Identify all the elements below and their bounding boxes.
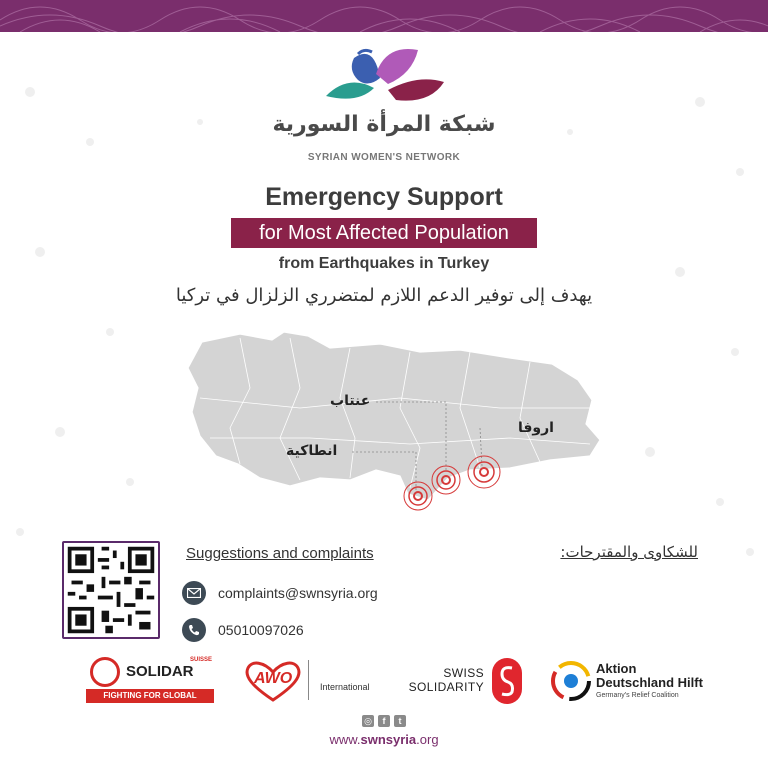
swiss-s-mark-icon bbox=[492, 658, 522, 704]
top-decorative-band bbox=[0, 0, 768, 32]
social-icons bbox=[356, 715, 412, 727]
suggestions-heading-en: Suggestions and complaints bbox=[186, 545, 374, 562]
site-domain: swnsyria bbox=[360, 732, 417, 747]
email-address[interactable]: complaints@swnsyria.org bbox=[218, 585, 378, 601]
brand-english-name: SYRIAN WOMEN'S NETWORK bbox=[307, 152, 461, 163]
map-label-antakya: انطاكية bbox=[286, 443, 338, 459]
aktion-line1: Aktion bbox=[596, 661, 637, 676]
aktion-subtitle: Germany's Relief Coalition bbox=[596, 692, 679, 699]
facebook-icon[interactable]: f bbox=[378, 715, 390, 727]
swiss-solidarity-text bbox=[400, 666, 484, 694]
phone-icon bbox=[182, 618, 206, 642]
swiss-solidarity-logo bbox=[400, 656, 528, 706]
map-label-urfa: اروفا bbox=[518, 420, 554, 436]
solidar-logo bbox=[86, 655, 216, 714]
website-link[interactable] bbox=[284, 732, 484, 747]
brand-arabic-name: شبكة المرأة السورية bbox=[272, 112, 496, 137]
phone-row[interactable] bbox=[182, 617, 304, 643]
solidar-name: SOLIDAR bbox=[126, 663, 194, 680]
aktion-ring-icon bbox=[550, 660, 592, 702]
aktion-name bbox=[596, 662, 703, 690]
aktion-deutschland-hilft-logo bbox=[550, 656, 710, 706]
swiss-line1: SWISS bbox=[443, 666, 484, 680]
swn-logo bbox=[318, 44, 450, 112]
site-prefix: www. bbox=[329, 732, 361, 747]
awo-divider bbox=[308, 660, 309, 700]
arabic-goal-text: يهدف إلى توفير الدعم اللازم لمتضرري الزلزال في تركيا bbox=[175, 285, 593, 306]
phone-number[interactable]: 05010097026 bbox=[218, 622, 304, 638]
headline-title: Emergency Support bbox=[265, 183, 503, 211]
awo-name: AWO bbox=[254, 670, 293, 687]
solidar-tagline: FIGHTING FOR GLOBAL FAIRNESS bbox=[86, 689, 214, 703]
envelope-icon bbox=[182, 581, 206, 605]
solidar-globe-icon bbox=[90, 657, 120, 687]
map-label-antep: عنتاب bbox=[330, 393, 371, 409]
suggestions-heading-ar: للشكاوى والمقترحات: bbox=[560, 543, 698, 561]
site-suffix: .org bbox=[416, 732, 439, 747]
solidar-suisse: SUISSE bbox=[190, 657, 213, 663]
awo-logo bbox=[242, 658, 382, 704]
qr-code[interactable] bbox=[62, 541, 160, 639]
headline-subtitle-2: from Earthquakes in Turkey bbox=[278, 255, 490, 272]
email-row[interactable] bbox=[182, 580, 378, 606]
headline-subtitle: for Most Affected Population bbox=[231, 218, 537, 248]
awo-international: International bbox=[320, 682, 370, 692]
aktion-line2: Deutschland Hilft bbox=[596, 675, 703, 690]
instagram-icon[interactable]: ◎ bbox=[362, 715, 374, 727]
swiss-line2: SOLIDARITY bbox=[408, 680, 484, 694]
twitter-icon[interactable]: t bbox=[394, 715, 406, 727]
